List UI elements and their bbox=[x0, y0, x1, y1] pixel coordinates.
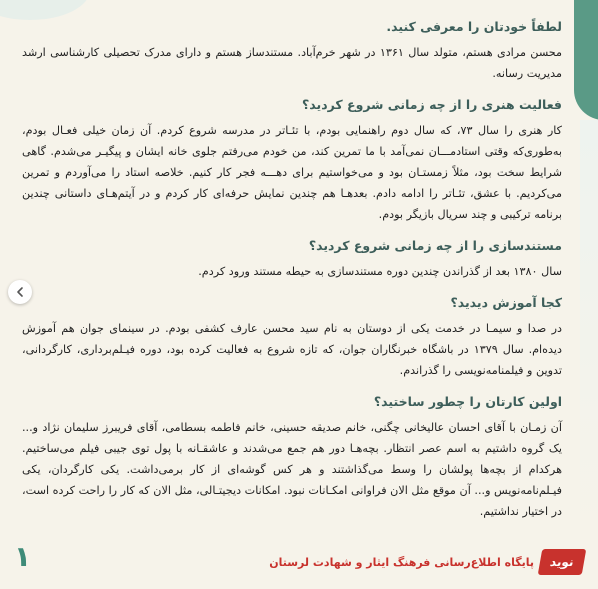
background-strip-right bbox=[580, 120, 598, 540]
page-number: ۱ bbox=[14, 540, 32, 573]
document-page bbox=[22, 18, 562, 518]
section-answer: کار هنری را سال ۷۳، که سال دوم راهنمایی بودم، با تئـاتر در مدرسه شروع کردم. آن زمان خیلی فعـال بودم، به‌طوری‌که وقتی استادمـــان نمی‌آمد با ما تمرین کند، من خودم می‌رفتم جلوی خانه ایشان و پیگیـر می‌شدم. گاهی شرایط سخت بود، مثلاً زمستـان بود و می‌خواستیم برای دهـــه فجر کار کنیم. خلاصه استاد را می‌آوردم و تمرین می‌کردیم. با عشق، تئـاتر را ادامه دادم. بعدهـا هم چندین نمایش حرفه‌ای کار کردم و در آیتم‌هـای داستانی چندین برنامه ترکیبی و چند سریال بازیگر بودم. bbox=[22, 124, 562, 221]
section-answer: در صدا و سیمـا در خدمت یکی از دوستان به نام سید محسن عارف کشفی بودم. در سینمای جوان هم آموزش دیده‌ام. سال ۱۳۷۹ در باشگاه خبرنگاران جوان، که تازه شروع به فعالیت کرده بود، دوره فیـلم‌برداری، کارگردانی، تدوین و فیلمنامه‌نویسی را گذراندم. bbox=[22, 322, 562, 377]
footer-logo bbox=[269, 547, 584, 577]
background-decoration-right bbox=[574, 0, 598, 120]
section-question: لطفاً خودتان را معرفی کنید. bbox=[386, 19, 562, 34]
section-documentary-start bbox=[22, 237, 562, 282]
section-answer: آن زمـان با آقای احسان عالیخانی چگنی، خانم صدیقه حسینی، خانم فاطمه بسطامی، آقای فریبرز سلیمان نژاد و... یک گروه داشتیم به اسم عصر انتظار. بچه‌هـا دور هم جمع می‌شدند و عاشقـانه با پول توی جیبی فیلم می‌ساختیم. هرکدام از بچه‌ها پولشان را وسط می‌گذاشتند و هر کس گوشه‌ای از کار برمی‌داشت. یکی کارگردان، یکی فیـلم‌نامه‌نویس و... آن موقع مثل الان فراوانی امکـانات نبود. امکانات دیجیتـالی، مثل الان که کار را راحت کرده است، در اختیار نداشتیم. bbox=[22, 421, 562, 518]
background-decoration-top bbox=[0, 0, 90, 20]
section-answer: سال ۱۳۸۰ بعد از گذراندن چندین دوره مستندسازی به حیطه مستند ورود کردم. bbox=[198, 265, 562, 278]
section-education bbox=[22, 294, 562, 381]
section-answer: محسن مرادی هستم، متولد سال ۱۳۶۱ در شهر خرم‌آباد. مستندساز هستم و دارای مدرک تحصیلی کارشناسی ارشد مدیریت رسانه. bbox=[22, 46, 563, 80]
section-question: اولین کارتان را چطور ساختید؟ bbox=[373, 394, 562, 409]
section-question: مستندسازی را از چه زمانی شروع کردید؟ bbox=[308, 238, 562, 253]
section-art-start bbox=[22, 96, 562, 225]
section-first-work bbox=[22, 393, 562, 522]
brand-logo-mark: نوید bbox=[538, 549, 587, 575]
chevron-left-icon bbox=[14, 286, 26, 298]
section-question: فعالیت هنری را از چه زمانی شروع کردید؟ bbox=[302, 97, 562, 112]
brand-logo-text: پایگاه اطلاع‌رسانی فرهنگ ایثار و شهادت لرستان bbox=[269, 555, 534, 569]
previous-button[interactable] bbox=[8, 280, 32, 304]
section-question: کجا آموزش دیدید؟ bbox=[450, 295, 562, 310]
section-intro bbox=[22, 18, 562, 84]
